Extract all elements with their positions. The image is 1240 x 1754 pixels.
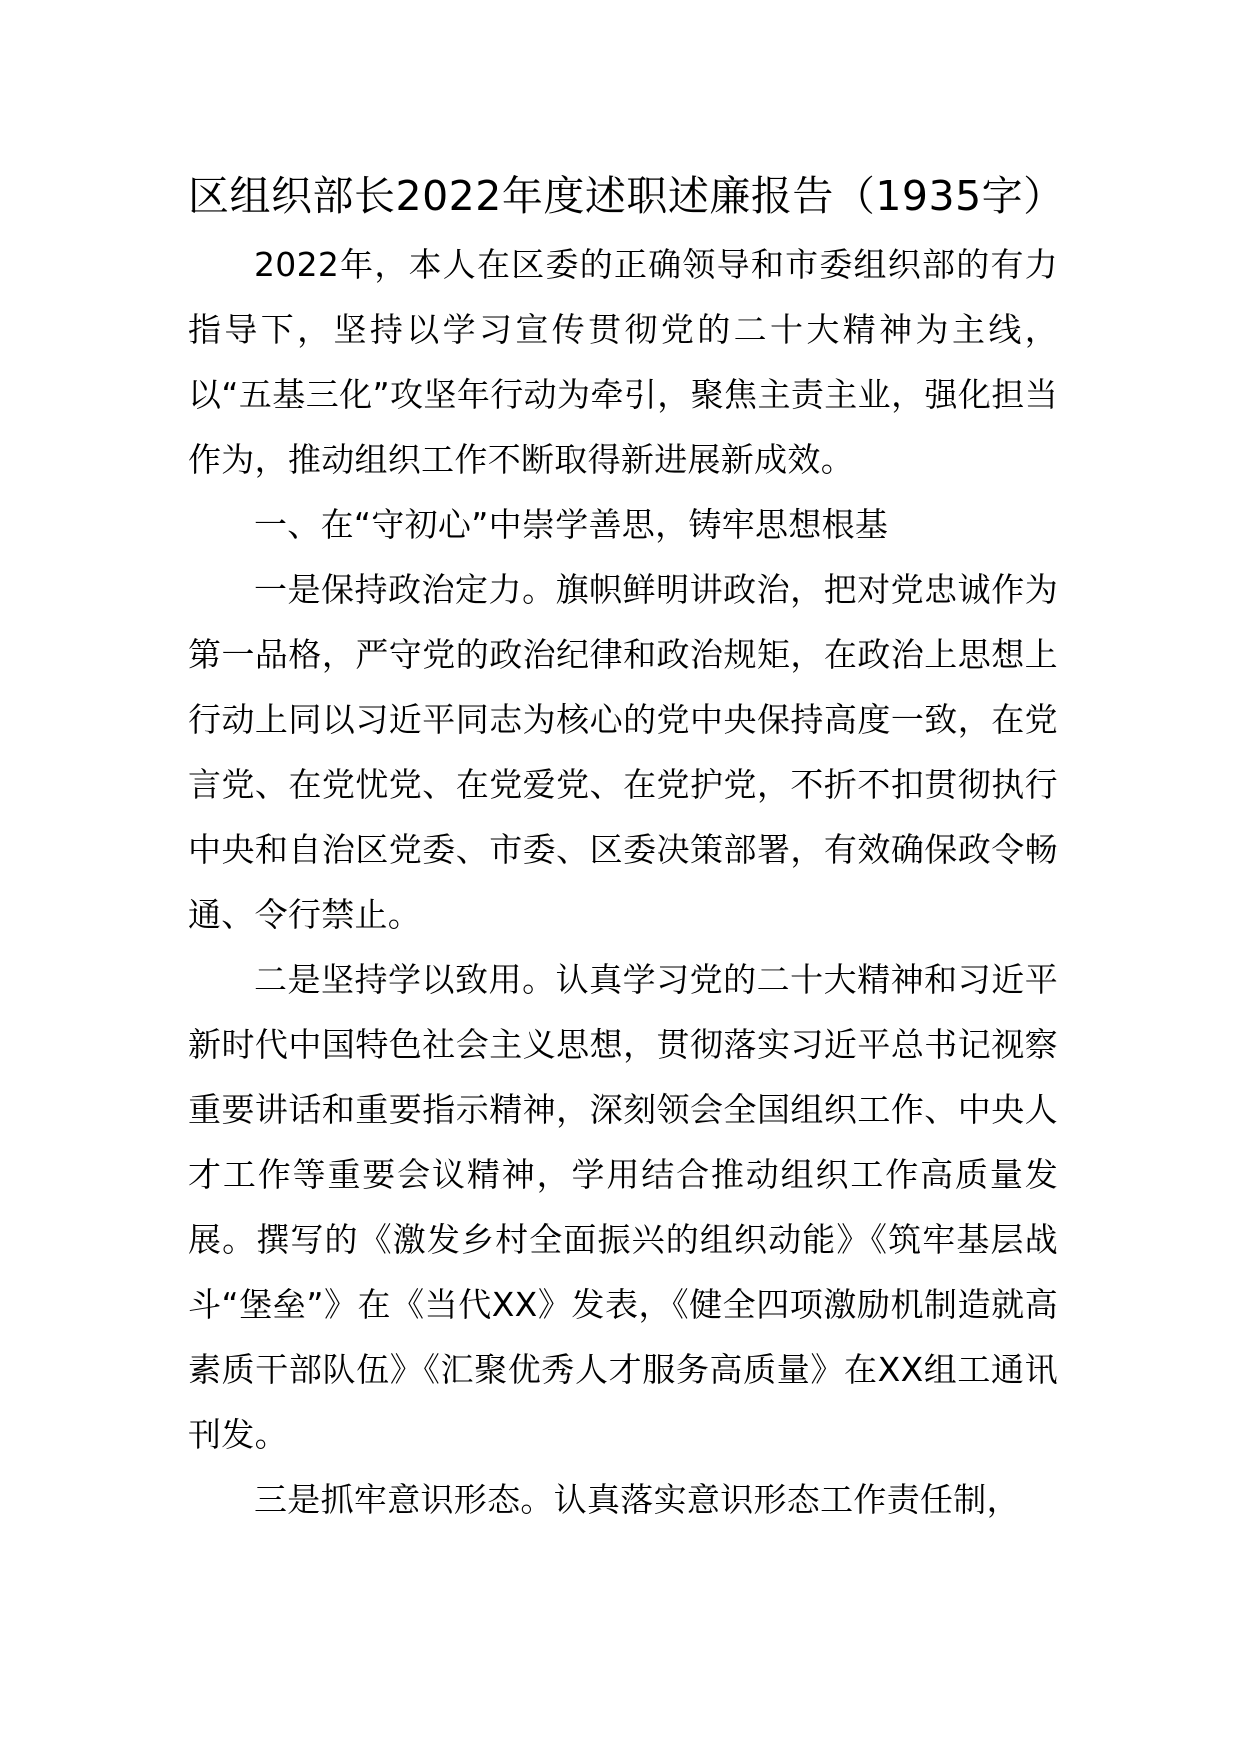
paragraph-political-stance: 一是保持政治定力。旗帜鲜明讲政治，把对党忠诚作为第一品格，严守党的政治纪律和政治规矩，在政治上思想上行动上同以习近平同志为核心的党中央保持高度一致，在党言党、在党忧党、在党爱党、在党护党，不折不扣贯彻执行中央和自治区党委、市委、区委决策部署，有效确保政令畅通、令行禁止。 (188, 570, 1058, 934)
section-heading-1: 一、在“守初心”中崇学善思，铸牢思想根基 (254, 505, 889, 544)
document-body (188, 166, 1065, 1532)
document-title: 区组织部长2022年度述职述廉报告（1935字） (188, 172, 1065, 220)
intro-paragraph: 2022年，本人在区委的正确领导和市委组织部的有力指导下，坚持以学习宣传贯彻党的二十大精神为主线，以“五基三化”攻坚年行动为牵引，聚焦主责主业，强化担当作为，推动组织工作不断取得新进展新成效。 (188, 245, 1058, 479)
paragraph-ideology: 三是抓牢意识形态。认真落实意识形态工作责任制， (254, 1480, 1020, 1519)
paragraph-learning: 二是坚持学以致用。认真学习党的二十大精神和习近平新时代中国特色社会主义思想，贯彻落实习近平总书记视察重要讲话和重要指示精神，深刻领会全国组织工作、中央人才工作等重要会议精神，学用结合推动组织工作高质量发展。撰写的《激发乡村全面振兴的组织动能》《筑牢基层战斗“堡垒”》在《当代XX》发表，《健全四项激励机制造就高素质干部队伍》《汇聚优秀人才服务高质量》在XX组工通讯刊发。 (188, 960, 1058, 1454)
